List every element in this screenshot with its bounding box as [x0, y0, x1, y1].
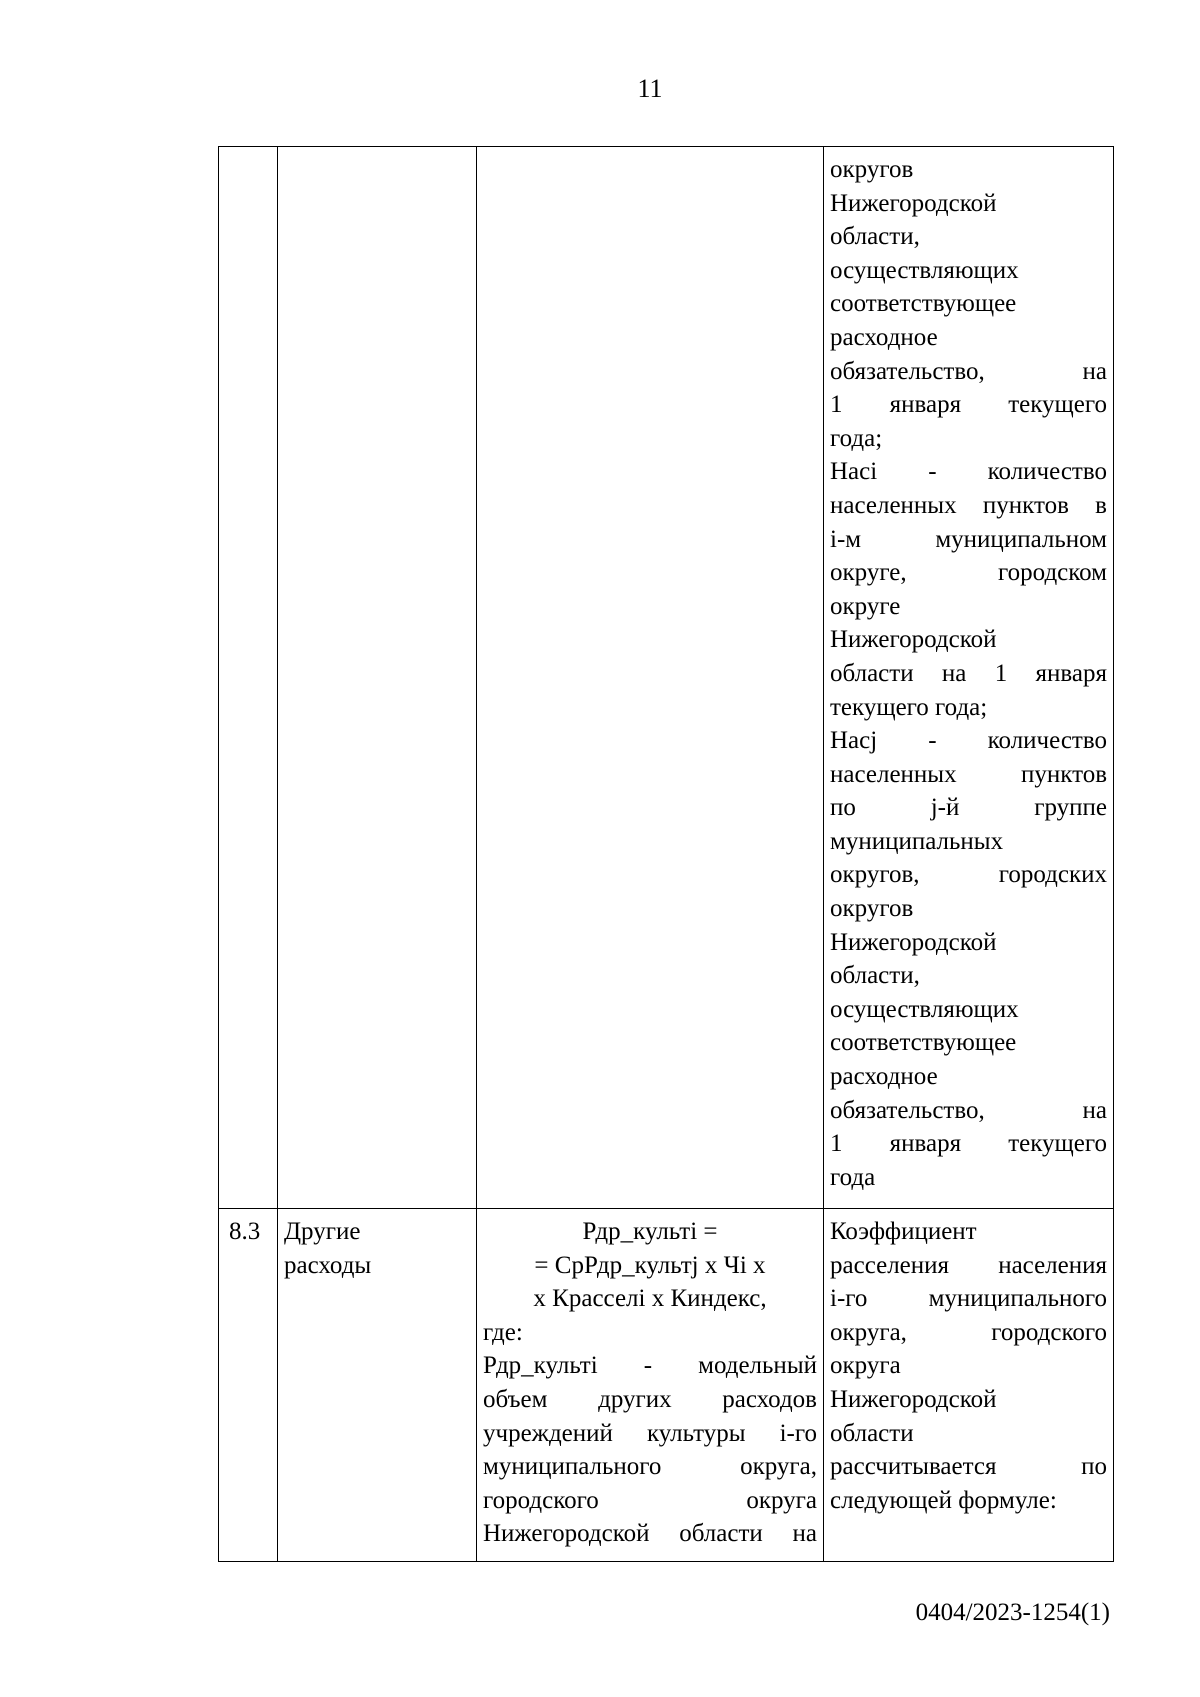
document-table: [218, 146, 1114, 1562]
row-description-cell: [824, 147, 1114, 1209]
text-line: расходное: [830, 1063, 938, 1091]
text-line: года: [830, 1163, 876, 1191]
text-line: Нижегородской: [830, 626, 997, 654]
text-line: округе, городском: [830, 559, 1107, 587]
text-line: года;: [830, 424, 883, 452]
text-line: области на 1 января: [830, 659, 1107, 687]
text-line: соответствующее: [830, 290, 1017, 318]
text-line: рассчитывается по: [830, 1453, 1107, 1481]
text-line: округа: [830, 1352, 901, 1380]
text-line: Рдр_культі =: [582, 1218, 718, 1245]
text-line: 1 января текущего: [830, 391, 1107, 419]
text-line: учреждений культуры і-го: [483, 1419, 817, 1447]
text-line: = СрРдр_культј х Чі х: [534, 1251, 766, 1279]
text-line: населенных пунктов: [830, 760, 1107, 788]
row-name-cell: [278, 1209, 477, 1562]
text-line: городского округа: [483, 1486, 817, 1514]
table-row: [219, 1209, 1114, 1562]
row-number-cell: [219, 147, 278, 1209]
text-line: Нижегородской: [830, 928, 997, 956]
text-line: объем других расходов: [483, 1385, 817, 1413]
page-number: 11: [637, 74, 663, 103]
text-line: і-го муниципального: [830, 1285, 1107, 1313]
row-description-cell: [824, 1209, 1114, 1562]
text-line: текущего года;: [830, 693, 988, 721]
text-line: Насі - количество: [830, 458, 1107, 486]
text-line: осуществляющих: [830, 256, 1019, 284]
text-line: Другие: [284, 1218, 361, 1245]
document-code: 0404/2023-1254(1): [915, 1599, 1110, 1626]
text-line: где:: [483, 1318, 523, 1346]
text-line: округов: [830, 156, 914, 183]
table-row: [219, 147, 1114, 1209]
text-line: осуществляющих: [830, 995, 1019, 1023]
text-line: муниципальных: [830, 827, 1004, 855]
text-line: Нижегородской: [830, 189, 997, 217]
text-line: округа, городского: [830, 1318, 1107, 1346]
text-line: х Красселі х Киндекс,: [533, 1285, 767, 1313]
text-line: округов: [830, 895, 914, 923]
row-formula-cell: [477, 147, 824, 1209]
text-line: соответствующее: [830, 1029, 1017, 1057]
text-line: муниципального округа,: [483, 1453, 817, 1481]
text-line: Коэффициент: [830, 1218, 977, 1245]
text-line: Насј - количество: [830, 727, 1107, 755]
row-formula-cell: [477, 1209, 824, 1562]
text-line: области: [830, 1419, 914, 1447]
text-line: следующей формуле:: [830, 1486, 1057, 1514]
text-line: 1 января текущего: [830, 1130, 1107, 1158]
text-line: округе: [830, 592, 901, 620]
text-line: населенных пунктов в: [830, 491, 1107, 519]
text-line: округов, городских: [830, 861, 1107, 889]
text-line: і-м муниципальном: [830, 525, 1107, 553]
row-number: 8.3: [229, 1218, 261, 1245]
text-line: Нижегородской: [830, 1385, 997, 1413]
text-line: расходное: [830, 323, 938, 351]
text-line: Нижегородской области на: [483, 1520, 817, 1548]
text-line: области,: [830, 962, 920, 990]
text-line: расходы: [284, 1251, 372, 1279]
text-line: обязательство, на: [830, 1096, 1107, 1124]
text-line: Рдр_культі - модельный: [483, 1352, 817, 1380]
text-line: области,: [830, 223, 920, 251]
row-number-cell: [219, 1209, 278, 1562]
text-line: по ј-й группе: [830, 794, 1107, 822]
text-line: обязательство, на: [830, 357, 1107, 385]
row-name-cell: [278, 147, 477, 1209]
text-line: расселения населения: [830, 1251, 1107, 1279]
